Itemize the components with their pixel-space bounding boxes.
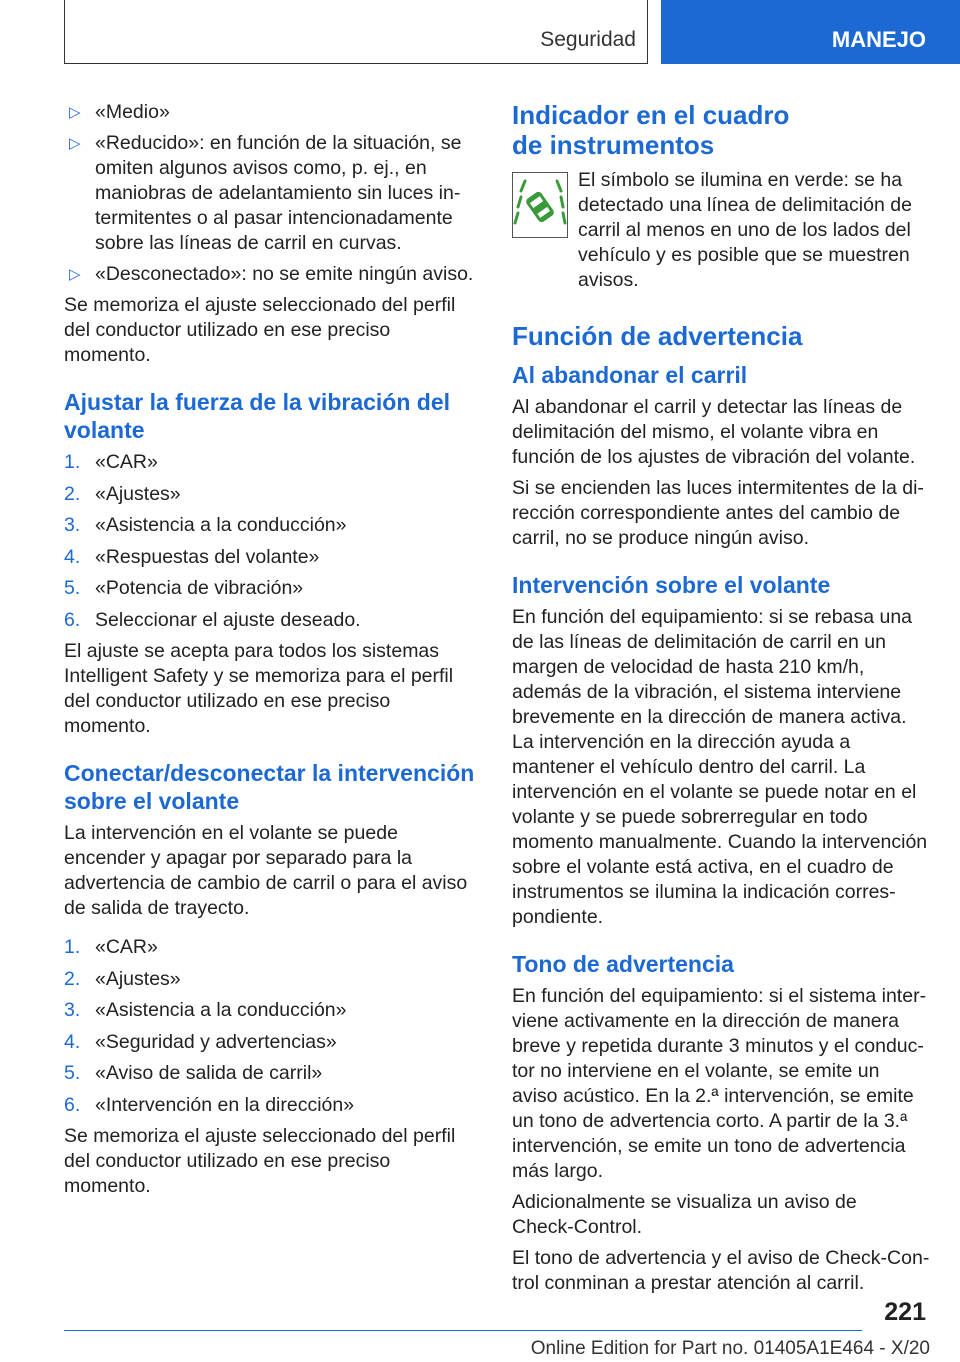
step-item [64, 1061, 478, 1086]
step-text: «Asistencia a la conducción» [95, 999, 347, 1021]
paragraph: Al abandonar el carril y detectar las líneas de delimitación del mismo, el volante vibra en función de los ajustes de vibración del volante. [512, 396, 916, 468]
indicator-block [512, 168, 930, 293]
bullet-text: «Desconectado»: no se emite ningún aviso. [95, 263, 474, 285]
step-number: 3. [64, 514, 81, 536]
list-item [64, 131, 478, 256]
steps-list-intervention [64, 935, 478, 1118]
paragraph: Se memoriza el ajuste seleccionado del perfil del conductor utilizado en ese preciso momento. [64, 1125, 456, 1197]
subheading-tone: Tono de advertencia [512, 951, 734, 977]
step-text: «CAR» [95, 451, 158, 473]
footer-divider [64, 1330, 862, 1331]
step-item [64, 998, 478, 1023]
triangle-bullet-icon: ▷ [69, 266, 81, 283]
step-item [64, 608, 478, 633]
step-item [64, 545, 478, 570]
subheading-intervention: Intervención sobre el volante [512, 572, 831, 598]
subheading-abandon: Al abandonar el carril [512, 362, 748, 388]
step-number: 3. [64, 999, 81, 1021]
step-number: 2. [64, 482, 81, 505]
step-text: «Respuestas del volante» [95, 545, 320, 568]
step-number: 1. [64, 451, 81, 473]
step-item [64, 513, 478, 538]
step-number: 1. [64, 936, 81, 958]
step-text: «Asistencia a la conducción» [95, 514, 347, 536]
step-text: «CAR» [95, 936, 158, 958]
page-number: 221 [884, 1298, 926, 1326]
paragraph: El tono de advertencia y el aviso de Check-Control conminan a prestar atención al carril. [512, 1247, 930, 1294]
step-number: 5. [64, 577, 81, 599]
bullet-list [64, 100, 478, 287]
paragraph: Si se encienden las luces intermitentes de la dirección correspondiente antes del cambio de carril, no se produce ningún aviso. [512, 477, 924, 549]
header-section-title: Seguridad [540, 28, 636, 51]
paragraph: Se memoriza el ajuste seleccionado del perfil del conductor utilizado en ese preciso momento. [64, 294, 456, 366]
header-tab-label: MANEJO [831, 27, 926, 52]
header-tab-manejo[interactable] [661, 0, 960, 64]
step-text: «Seguridad y advertencias» [95, 1030, 337, 1053]
footer-edition: Online Edition for Part no. 01405A1E464 - X/20 [530, 1338, 930, 1359]
step-text: «Intervención en la dirección» [95, 1093, 355, 1116]
step-item [64, 967, 478, 992]
section-heading-indicator: Indicador en el cuadro de instrumentos [512, 100, 790, 160]
step-text: «Aviso de salida de carril» [95, 1062, 323, 1084]
step-item [64, 1030, 478, 1055]
step-number: 6. [64, 608, 81, 631]
step-text: «Ajustes» [95, 482, 181, 505]
step-number: 6. [64, 1093, 81, 1116]
step-item [64, 450, 478, 475]
section-heading: Conectar/desconectar la intervención sobre el volante [64, 760, 475, 814]
paragraph: Adicionalmente se visualiza un aviso de Check-Control. [512, 1191, 857, 1238]
right-column [512, 100, 930, 1302]
step-number: 4. [64, 1030, 81, 1053]
step-item [64, 482, 478, 507]
lane-departure-icon [512, 172, 568, 238]
step-item [64, 576, 478, 601]
paragraph: El ajuste se acepta para todos los sistemas Intelligent Safety y se memoriza para el perfil del conductor utilizado en ese preciso momento. [64, 640, 454, 737]
paragraph: En función del equipamiento: si el sistema interviene activamente en la dirección de manera breve y repetida durante 3 minutos y el conductor no interviene en el volante, se emite un aviso acústico. En la 2.ª intervención, se emite un tono de advertencia corto. A partir de la 3.ª intervención, se emite un tono de advertencia más largo. [512, 985, 927, 1182]
left-column [64, 100, 478, 1205]
step-number: 5. [64, 1062, 81, 1084]
step-item [64, 935, 478, 960]
step-text: «Potencia de vibración» [95, 577, 304, 599]
step-text: «Ajustes» [95, 967, 181, 990]
step-text: Seleccionar el ajuste deseado. [95, 608, 361, 631]
section-heading: Ajustar la fuerza de la vibración del volante [64, 389, 451, 443]
indicator-text: El símbolo se ilumina en verde: se ha detectado una línea de delimitación de carril al menos en uno de los lados del vehículo y es posible que se muestren avisos. [578, 169, 912, 291]
step-number: 2. [64, 967, 81, 990]
paragraph: En función del equipamiento: si se rebasa una de las líneas de delimitación de carril en un margen de velocidad de hasta 210 km/h, además de la vibración, el sistema interviene brevemente en la dirección de manera activa. La intervención en la dirección ayuda a mantener el vehículo dentro del carril. La intervención en el volante se puede notar en el volante y se puede sobrerregular en todo momento manualmente. Cuando la intervención sobre el volante está activa, en el cuadro de instrumentos se ilumina la indicación correspondiente. [512, 606, 928, 928]
triangle-bullet-icon: ▷ [69, 104, 81, 121]
list-item [64, 100, 478, 125]
section-heading-function: Función de advertencia [512, 321, 803, 351]
bullet-text: «Medio» [95, 101, 170, 123]
triangle-bullet-icon: ▷ [69, 135, 81, 152]
paragraph: La intervención en el volante se puede encender y apagar por separado para la advertencia de cambio de carril o para el aviso de salida de trayecto. [64, 822, 468, 919]
bullet-text: «Reducido»: en función de la situación, se omiten algunos avisos como, p. ej., en maniobras de adelantamiento sin luces intermitentes o al pasar intencionadamente sobre las líneas de carril en curvas. [95, 132, 462, 254]
steps-list-vibration [64, 450, 478, 633]
step-item [64, 1093, 478, 1118]
step-number: 4. [64, 545, 81, 568]
list-item [64, 262, 478, 287]
lane-departure-icon-graphic [513, 173, 567, 237]
